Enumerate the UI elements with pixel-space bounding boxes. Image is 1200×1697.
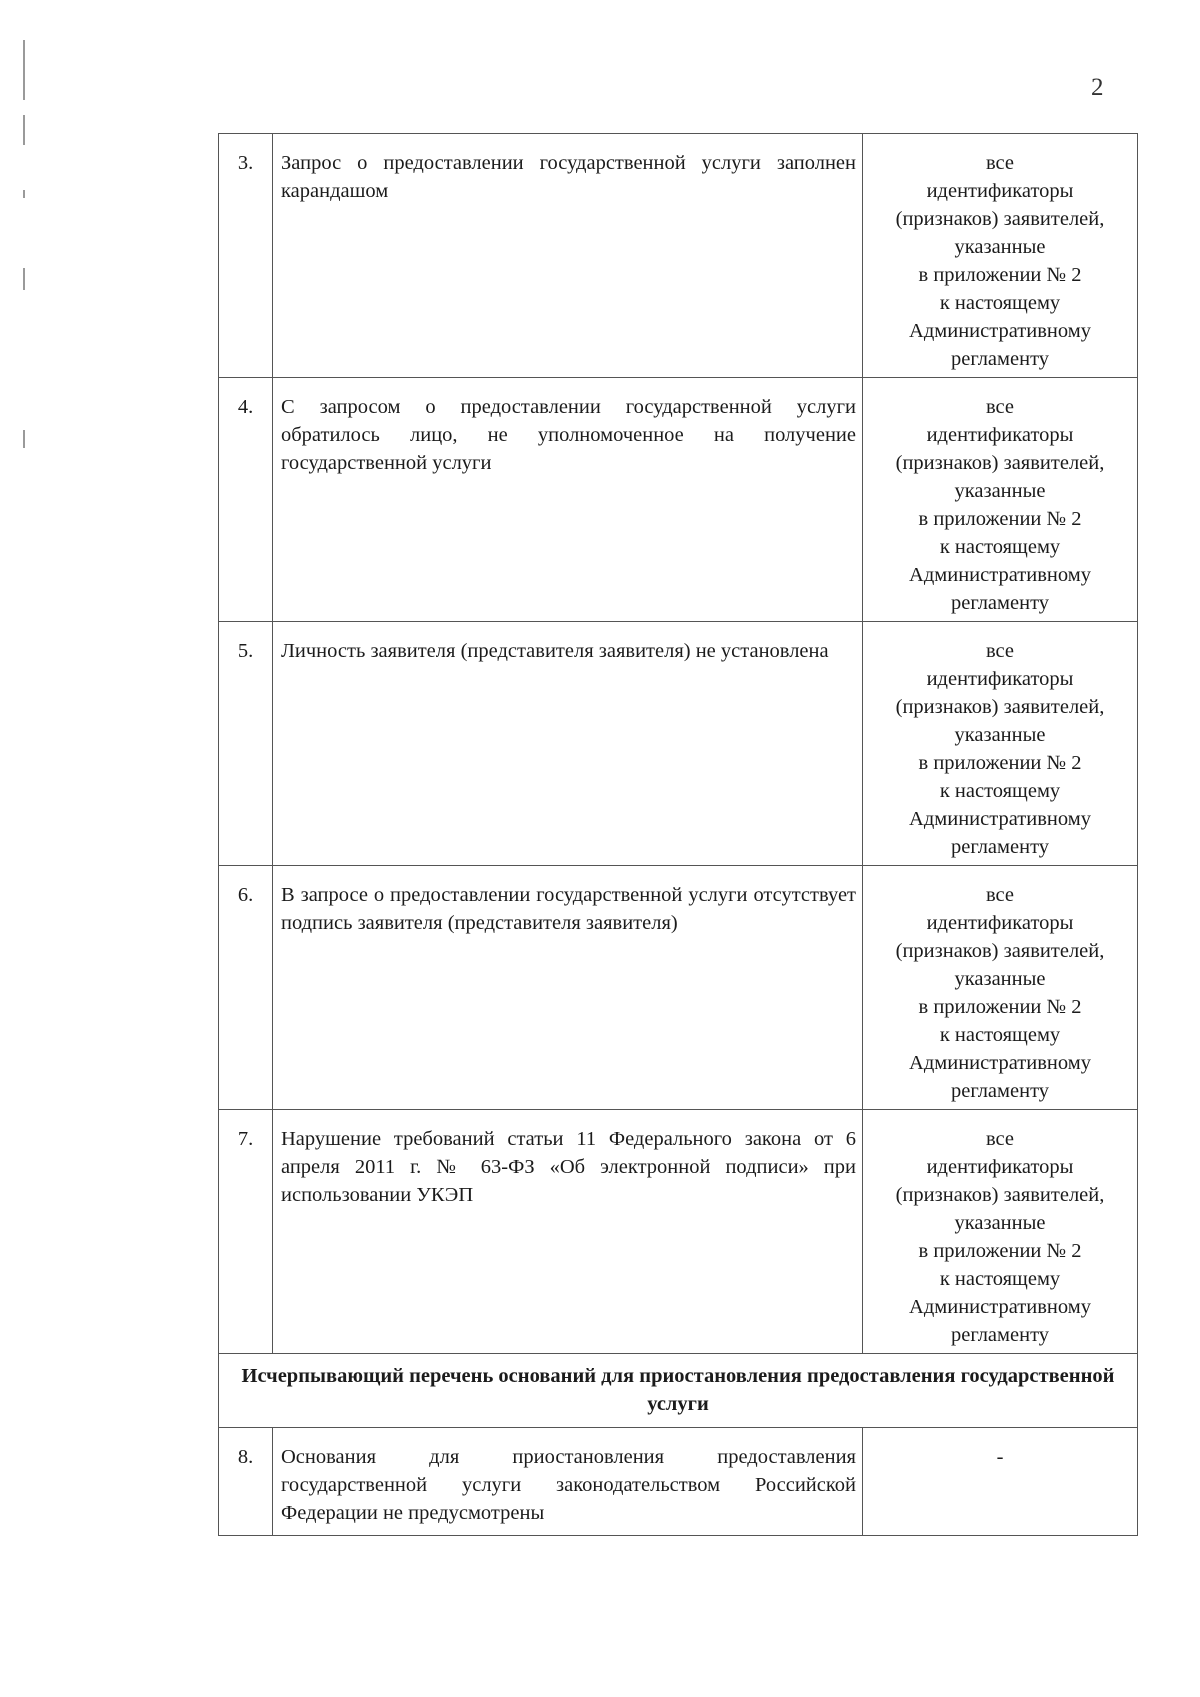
page-number: 2 (1091, 74, 1104, 101)
applicants-line: Административному (909, 808, 1091, 830)
table-row (219, 134, 1138, 378)
row-reason: Основания для приостановления предоставления государственной услуги законодательством Российской Федерации не предусмотрены (273, 1428, 863, 1536)
applicants-line: идентификаторы (926, 912, 1074, 934)
row-number: 4. (219, 378, 273, 622)
applicants-line: к настоящему (939, 536, 1061, 558)
applicants-line: в приложении № 2 (918, 264, 1082, 286)
row-applicants (863, 134, 1138, 378)
applicants-line: к настоящему (939, 1268, 1061, 1290)
applicants-line: Административному (909, 1052, 1091, 1074)
applicants-line: все (985, 884, 1014, 906)
applicants-line: идентификаторы (926, 1156, 1074, 1178)
applicants-line: регламенту (950, 348, 1050, 370)
applicants-line: регламенту (950, 1324, 1050, 1346)
table-row (219, 1428, 1138, 1536)
scan-margin-mark (23, 190, 25, 198)
applicants-line: идентификаторы (926, 668, 1074, 690)
applicants-line: указанные (954, 724, 1046, 746)
applicants-line: указанные (954, 236, 1046, 258)
scan-margin-mark (23, 115, 25, 145)
row-reason: Запрос о предоставлении государственной услуги заполнен карандашом (273, 134, 863, 378)
row-number: 7. (219, 1110, 273, 1354)
row-applicants (863, 1110, 1138, 1354)
section-heading: Исчерпывающий перечень оснований для приостановления предоставления государственной услуги (219, 1354, 1138, 1428)
row-applicants (863, 866, 1138, 1110)
scan-margin-mark (23, 430, 25, 448)
applicants-line: регламенту (950, 836, 1050, 858)
applicants-line: (признаков) заявителей, (895, 940, 1105, 962)
row-number: 8. (219, 1428, 273, 1536)
applicants-line: Административному (909, 564, 1091, 586)
applicants-line: идентификаторы (926, 180, 1074, 202)
applicants-line: (признаков) заявителей, (895, 696, 1105, 718)
applicants-line: к настоящему (939, 1024, 1061, 1046)
row-number: 3. (219, 134, 273, 378)
row-reason: Личность заявителя (представителя заявителя) не установлена (273, 622, 863, 866)
scan-margin-mark (23, 40, 25, 100)
applicants-line: все (985, 396, 1014, 418)
applicants-line: (признаков) заявителей, (895, 1184, 1105, 1206)
applicants-line: Административному (909, 320, 1091, 342)
applicants-line: все (985, 152, 1014, 174)
row-number: 5. (219, 622, 273, 866)
table-body (219, 134, 1138, 1354)
applicants-line: регламенту (950, 592, 1050, 614)
row-reason: В запросе о предоставлении государственной услуги отсутствует подпись заявителя (представителя заявителя) (273, 866, 863, 1110)
applicants-line: к настоящему (939, 780, 1061, 802)
applicants-line: указанные (954, 1212, 1046, 1234)
applicants-line: (признаков) заявителей, (895, 452, 1105, 474)
applicants-line: все (985, 1128, 1014, 1150)
row-number: 6. (219, 866, 273, 1110)
row-applicants (863, 622, 1138, 866)
applicants-line: Административному (909, 1296, 1091, 1318)
applicants-line: указанные (954, 480, 1046, 502)
applicants-line: идентификаторы (926, 424, 1074, 446)
applicants-line: в приложении № 2 (918, 752, 1082, 774)
table-row (219, 622, 1138, 866)
applicants-line: регламенту (950, 1080, 1050, 1102)
applicants-line: указанные (954, 968, 1046, 990)
applicants-line: к настоящему (939, 292, 1061, 314)
row-applicants: - (863, 1428, 1138, 1536)
grounds-table (218, 133, 1138, 1536)
section-heading-row (219, 1354, 1138, 1428)
row-reason: Нарушение требований статьи 11 Федерального закона от 6 апреля 2011 г. № 63-ФЗ «Об электронной подписи» при использовании УКЭП (273, 1110, 863, 1354)
table-row (219, 378, 1138, 622)
table-row (219, 1110, 1138, 1354)
applicants-line: в приложении № 2 (918, 996, 1082, 1018)
applicants-line: все (985, 640, 1014, 662)
applicants-line: в приложении № 2 (918, 1240, 1082, 1262)
table-row (219, 866, 1138, 1110)
row-reason: С запросом о предоставлении государственной услуги обратилось лицо, не уполномоченное на получение государственной услуги (273, 378, 863, 622)
scan-margin-mark (23, 268, 25, 290)
applicants-line: (признаков) заявителей, (895, 208, 1105, 230)
applicants-line: в приложении № 2 (918, 508, 1082, 530)
row-applicants (863, 378, 1138, 622)
